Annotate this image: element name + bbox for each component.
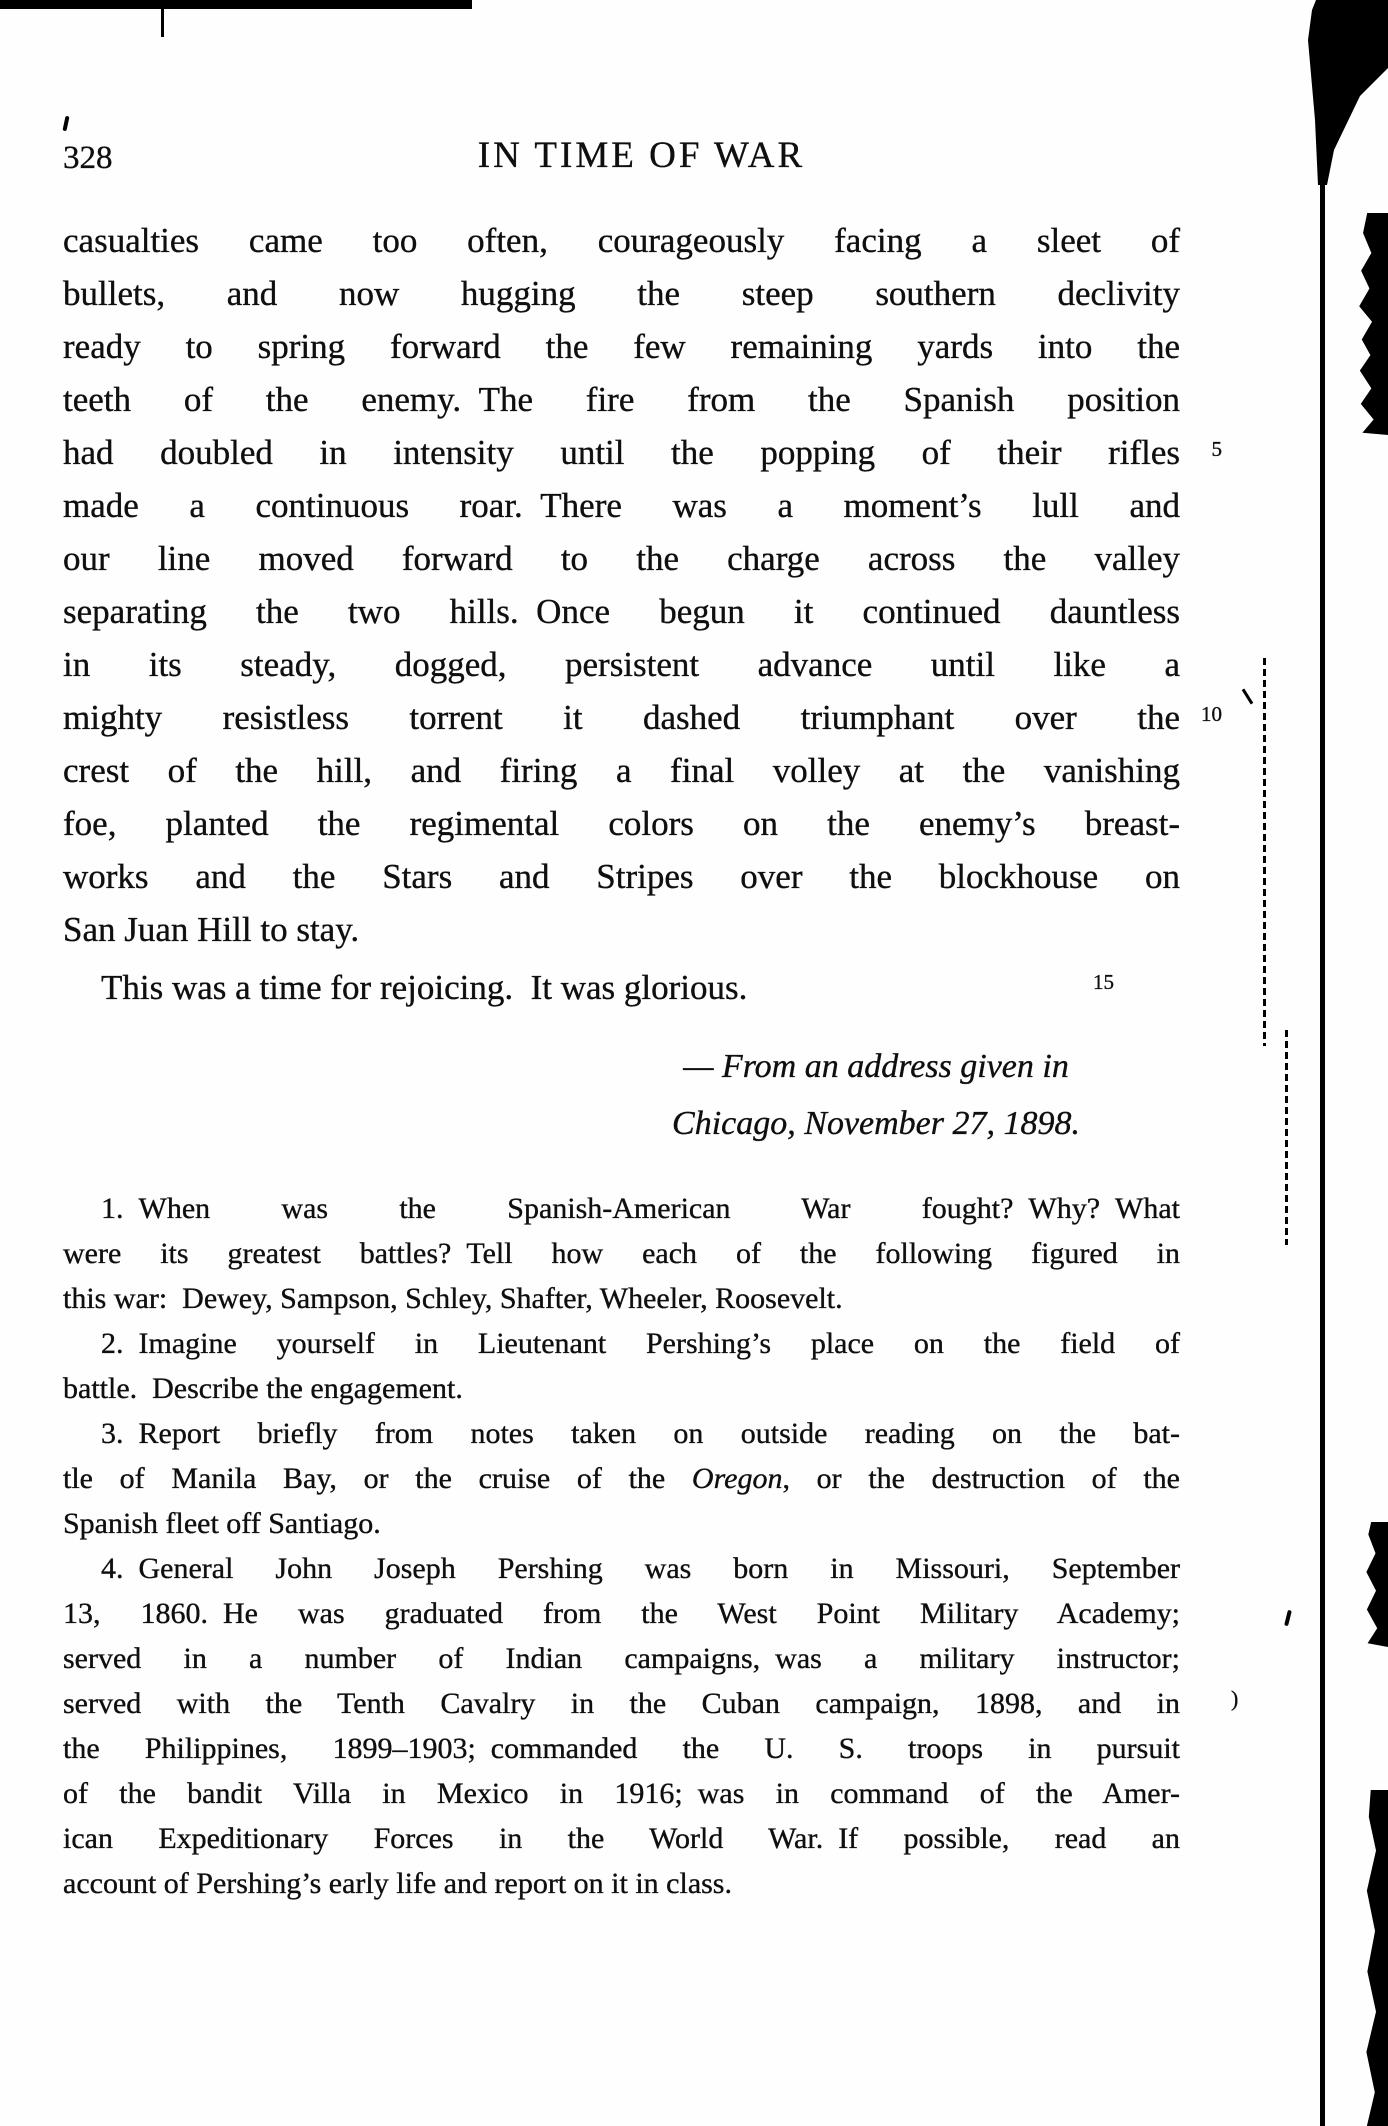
text-line (63, 961, 1180, 1014)
scan-artifact-right-line (1320, 0, 1325, 2126)
scan-mark (1242, 688, 1254, 704)
text-line (63, 1231, 1180, 1276)
text-segment: bullets, and now hugging the steep southern declivity (63, 274, 1180, 313)
text-segment: in its steady, dogged, persistent advance until like a (63, 645, 1180, 684)
text-segment: battle. Describe the engagement. (63, 1372, 463, 1405)
text-line (63, 850, 1180, 903)
text-line (63, 479, 1180, 532)
text-segment: San Juan Hill to stay. (63, 910, 360, 949)
text-line (63, 1546, 1180, 1591)
text-segment: ican Expeditionary Forces in the World War. If possible, read an (63, 1822, 1180, 1855)
text-segment: teeth of the enemy. The fire from the Spanish position (63, 380, 1180, 419)
scan-artifact-top-tick (161, 9, 164, 37)
text-segment: Oregon (691, 1462, 783, 1495)
scan-mark: ) (1231, 1686, 1239, 1711)
text-segment: served with the Tenth Cavalry in the Cuban campaign, 1898, and in (63, 1687, 1180, 1720)
text-segment: were its greatest battles? Tell how each of the following figured in (63, 1237, 1180, 1270)
study-questions (63, 1186, 1180, 1906)
scan-artifact-torn-line (1263, 658, 1266, 1046)
text-segment: of the bandit Villa in Mexico in 1916; was in command of the Amer- (63, 1777, 1180, 1810)
text-line (63, 1411, 1180, 1456)
text-line (63, 214, 1180, 267)
text-line (63, 585, 1180, 638)
text-segment: made a continuous roar. There was a moment’s lull and (63, 486, 1180, 525)
text-segment: 13, 1860. He was graduated from the West Point Military Academy; (63, 1597, 1180, 1630)
text-segment: had doubled in intensity until the popping of their rifles (63, 433, 1180, 472)
text-line (63, 691, 1222, 744)
text-segment: Spanish fleet off Santiago. (63, 1507, 381, 1540)
text-line (63, 1861, 1180, 1906)
text-segment: casualties came too often, courageously facing a sleet of (63, 221, 1180, 260)
scan-artifact-corner-wedge (1280, 0, 1388, 185)
text-line (63, 744, 1180, 797)
text-segment: 4. General John Joseph Pershing was born in Missouri, September (101, 1552, 1180, 1585)
text-line (63, 267, 1180, 320)
text-line (63, 426, 1222, 479)
attribution-line: — From an address given in (683, 1048, 1069, 1085)
attribution (63, 1038, 1180, 1152)
scan-artifact-edge-blob (1364, 1522, 1388, 1647)
text-line (63, 1636, 1180, 1681)
line-number: 10 (1201, 702, 1222, 726)
scan-artifact-edge-blob (1364, 1790, 1388, 2126)
scan-mark (1284, 1610, 1292, 1626)
text-line (63, 1591, 1180, 1636)
line-number: 5 (1211, 437, 1222, 461)
text-segment: account of Pershing’s early life and report on it in class. (63, 1867, 732, 1900)
text-segment: , or the destruction of the (782, 1462, 1180, 1495)
text-line (63, 1321, 1180, 1366)
text-line (63, 1186, 1180, 1231)
text-line (63, 903, 1180, 956)
text-line (63, 1726, 1180, 1771)
text-line (63, 1456, 1180, 1501)
text-segment: our line moved forward to the charge across the valley (63, 539, 1180, 578)
text-segment: 1. When was the Spanish-American War fought? Why? What (101, 1192, 1180, 1225)
page-header (63, 134, 1180, 182)
text-segment: the Philippines, 1899–1903; commanded the U. S. troops in pursuit (63, 1732, 1180, 1765)
line-number: 15 (1093, 970, 1114, 994)
text-line (63, 1771, 1180, 1816)
passage-paragraph-2 (63, 961, 1180, 1014)
text-segment: mighty resistless torrent it dashed triumphant over the (63, 698, 1180, 737)
scan-artifact-torn-line (1285, 1030, 1288, 1245)
text-segment: This was a time for rejoicing. It was glorious. (101, 968, 748, 1007)
text-segment: foe, planted the regimental colors on the enemy’s breast- (63, 804, 1180, 843)
text-segment: 2. Imagine yourself in Lieutenant Pershing’s place on the field of (101, 1327, 1180, 1360)
scan-artifact-edge-line (1384, 220, 1386, 432)
text-line (63, 320, 1180, 373)
text-line (63, 532, 1180, 585)
text-segment: works and the Stars and Stripes over the blockhouse on (63, 857, 1180, 896)
text-segment: this war: Dewey, Sampson, Schley, Shafter, Wheeler, Roosevelt. (63, 1282, 843, 1315)
text-segment: crest of the hill, and firing a final volley at the vanishing (63, 751, 1180, 790)
text-segment: 3. Report briefly from notes taken on outside reading on the bat- (101, 1417, 1180, 1450)
text-line (63, 1501, 1180, 1546)
text-segment: ready to spring forward the few remaining yards into the (63, 327, 1180, 366)
text-segment: separating the two hills. Once begun it continued dauntless (63, 592, 1180, 631)
page-number: 328 (63, 140, 113, 176)
text-line (63, 373, 1180, 426)
text-line (63, 1276, 1180, 1321)
text-line (63, 797, 1180, 850)
scan-artifact-top-bar (0, 0, 472, 9)
text-line (63, 1681, 1180, 1726)
text-line (63, 638, 1180, 691)
text-segment: tle of Manila Bay, or the cruise of the (63, 1462, 692, 1495)
text-line (63, 1816, 1180, 1861)
passage-paragraph-1 (63, 214, 1222, 956)
running-title: IN TIME OF WAR (477, 135, 806, 176)
attribution-line: Chicago, November 27, 1898. (672, 1105, 1080, 1142)
text-segment: served in a number of Indian campaigns, was a military instructor; (63, 1642, 1180, 1675)
scan-mark (62, 116, 69, 132)
text-line (63, 1366, 1180, 1411)
